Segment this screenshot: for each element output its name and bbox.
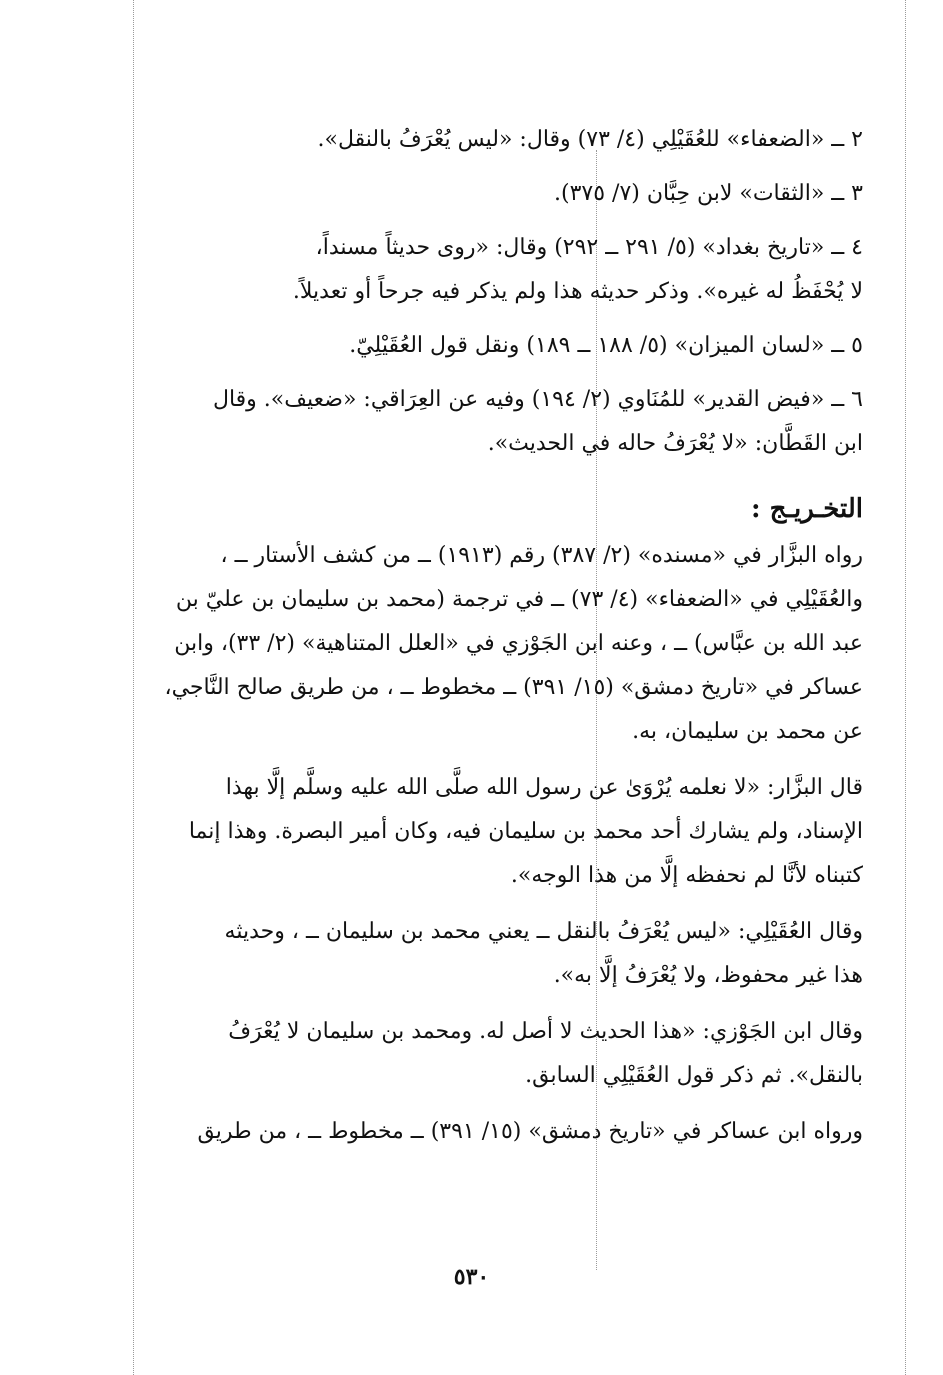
reference-item [105, 226, 863, 314]
reference-item [105, 324, 863, 368]
takhrij-body [105, 534, 863, 1154]
text-line: قال البزَّار: «لا نعلمه يُرْوَىٰ عن رسول الله صلَّى الله عليه وسلَّم إلَّا بهذا [225, 775, 863, 800]
reference-item [105, 378, 863, 466]
text-line: رواه البزَّار في «مسنده» (٢/ ٣٨٧) رقم (١٩١٣) ــ من كشف الأستار ــ ، [220, 543, 863, 568]
page-body [105, 118, 863, 1166]
paragraph [105, 910, 863, 998]
text-line: عبد الله بن عبَّاس) ــ ، وعنه ابن الجَوْزي في «العلل المتناهية» (٢/ ٣٣)، وابن [174, 631, 863, 656]
page-number: ٥٣٠ [453, 1264, 490, 1290]
text-line: وقال العُقَيْلِي: «ليس يُعْرَفُ بالنقل ــ يعني محمد بن سليمان ــ ، وحديثه [224, 919, 863, 944]
reference-item [105, 118, 863, 162]
text-line: ورواه ابن عساكر في «تاريخ دمشق» (١٥/ ٣٩١) ــ مخطوط ــ ، من طريق [197, 1119, 863, 1144]
takhrij-heading: التخـريـج : [750, 494, 863, 524]
scan-artifact-line [905, 0, 906, 1375]
text-line: لا يُحْفَظُ له غيره». وذكر حديثه هذا ولم يذكر فيه جرحاً أو تعديلاً. [292, 279, 863, 304]
text-line: ٢ ــ «الضعفاء» للعُقَيْلِي (٤/ ٧٣) وقال: «ليس يُعْرَفُ بالنقل». [317, 127, 863, 152]
text-line: ٤ ــ «تاريخ بغداد» (٥/ ٢٩١ ــ ٢٩٢) وقال: «روى حديثاً مسنداً، [315, 235, 863, 260]
text-line: ٣ ــ «الثقات» لابن حِبَّان (٧/ ٣٧٥). [554, 181, 863, 206]
text-line: كتبناه لأنَّا لم نحفظه إلَّا من هذا الوجه». [510, 863, 863, 888]
paragraph [105, 1010, 863, 1098]
text-line: ٦ ــ «فيض القدير» للمُنَاوي (٢/ ١٩٤) وفيه عن العِرَاقي: «ضعيف». وقال [212, 387, 863, 412]
references-list [105, 118, 863, 466]
paragraph [105, 534, 863, 754]
reference-item [105, 172, 863, 216]
text-line: عن محمد بن سليمان، به. [632, 719, 863, 744]
text-line: هذا غير محفوظ، ولا يُعْرَفُ إلَّا به». [553, 963, 863, 988]
text-line: الإسناد، ولم يشارك أحد محمد بن سليمان فيه، وكان أمير البصرة. وهذا إنما [188, 819, 863, 844]
paragraph [105, 1110, 863, 1154]
text-line: ٥ ــ «لسان الميزان» (٥/ ١٨٨ ــ ١٨٩) ونقل قول العُقَيْلِيّ. [349, 333, 863, 358]
paragraph [105, 766, 863, 898]
text-line: عساكر في «تاريخ دمشق» (١٥/ ٣٩١) ــ مخطوط ــ ، من طريق صالح النَّاجي، [164, 675, 863, 700]
text-line: بالنقل». ثم ذكر قول العُقَيْلِي السابق. [525, 1063, 863, 1088]
text-line: ابن القَطَّان: «لا يُعْرَفُ حاله في الحديث». [487, 431, 863, 456]
text-line: والعُقَيْلِي في «الضعفاء» (٤/ ٧٣) ــ في ترجمة (محمد بن سليمان بن عليّ بن [175, 587, 863, 612]
text-line: وقال ابن الجَوْزي: «هذا الحديث لا أصل له. ومحمد بن سليمان لا يُعْرَفُ [228, 1019, 863, 1044]
